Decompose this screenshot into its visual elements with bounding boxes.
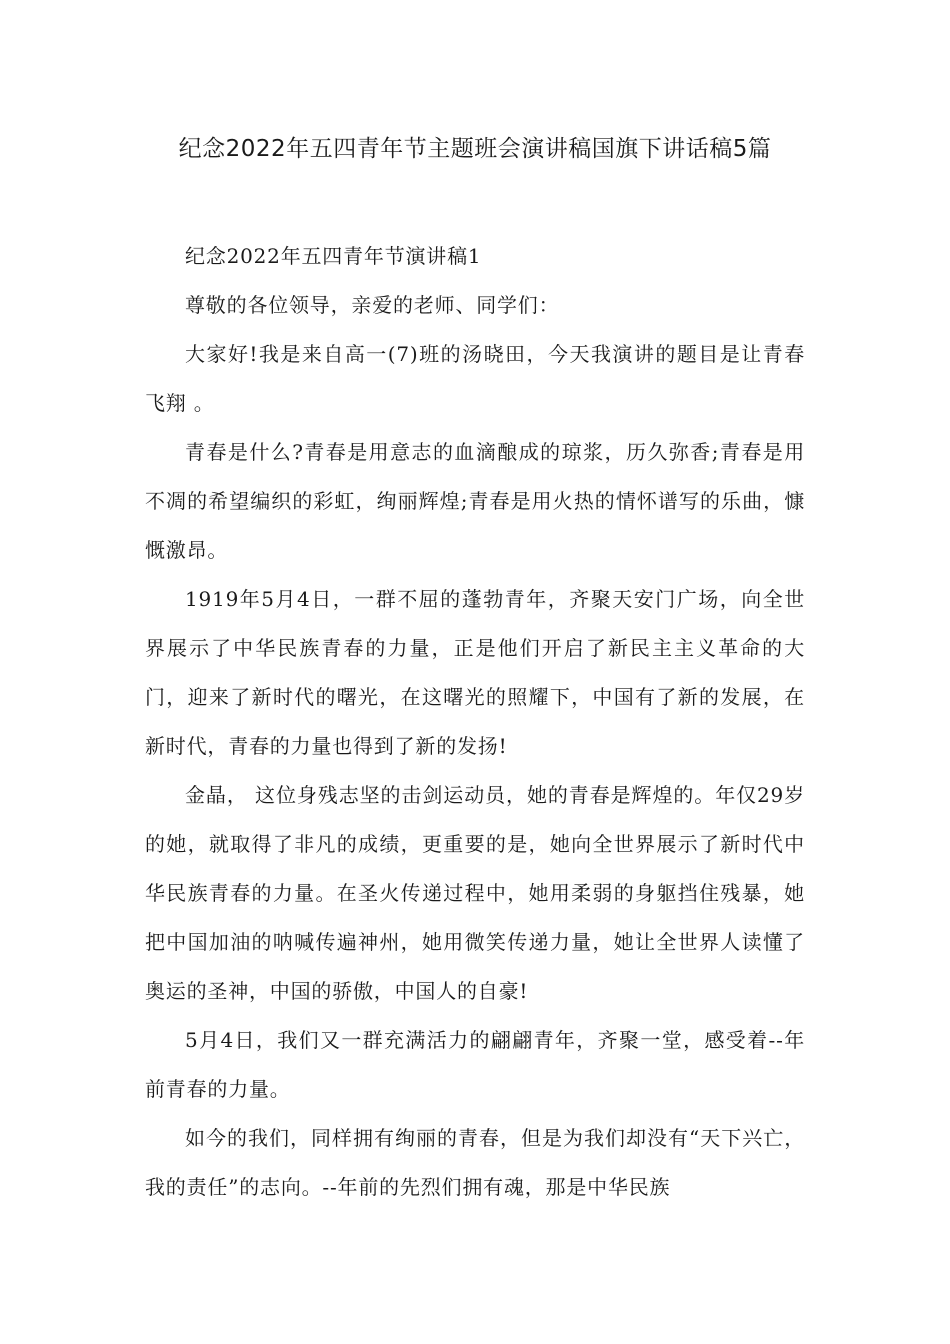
paragraph-youth-definition: 青春是什么?青春是用意志的血滴酿成的琼浆，历久弥香;青春是用不凋的希望编织的彩虹，绚丽辉煌;青春是用火热的情怀谱写的乐曲，慷慨激昂。 xyxy=(145,440,805,562)
document-body xyxy=(145,232,805,1212)
paragraph-may-fourth-history: 1919年5月4日，一群不屈的蓬勃青年，齐聚天安门广场，向全世界展示了中华民族青春的力量，正是他们开启了新民主主义革命的大门，迎来了新时代的曙光，在这曙光的照耀下，中国有了新的发展，在新时代，青春的力量也得到了新的发扬! xyxy=(145,587,805,758)
paragraph-salutation: 尊敬的各位领导，亲爱的老师、同学们： xyxy=(185,293,560,317)
paragraph-greeting: 大家好!我是来自高一(7)班的汤晓田，今天我演讲的题目是让青春飞翔 。 xyxy=(145,342,805,415)
paragraph-may-fourth-today: 5月4日，我们又一群充满活力的翩翩青年，齐聚一堂，感受着--年前青春的力量。 xyxy=(145,1028,805,1101)
document-title: 纪念2022年五四青年节主题班会演讲稿国旗下讲话稿5篇 xyxy=(178,136,772,162)
paragraph-jin-jing: 金晶， 这位身残志坚的击剑运动员，她的青春是辉煌的。年仅29岁的她，就取得了非凡的成绩，更重要的是，她向全世界展示了新时代中华民族青春的力量。在圣火传递过程中，她用柔弱的身躯挡住残暴，她把中国加油的呐喊传遍神州，她用微笑传递力量，她让全世界人读懂了奥运的圣神，中国的骄傲，中国人的自豪! xyxy=(145,783,805,1003)
paragraph-our-youth: 如今的我们，同样拥有绚丽的青春，但是为我们却没有“天下兴亡，我的责任”的志向。--年前的先烈们拥有魂，那是中华民族 xyxy=(145,1126,805,1199)
paragraph-speech-heading: 纪念2022年五四青年节演讲稿1 xyxy=(185,244,482,268)
